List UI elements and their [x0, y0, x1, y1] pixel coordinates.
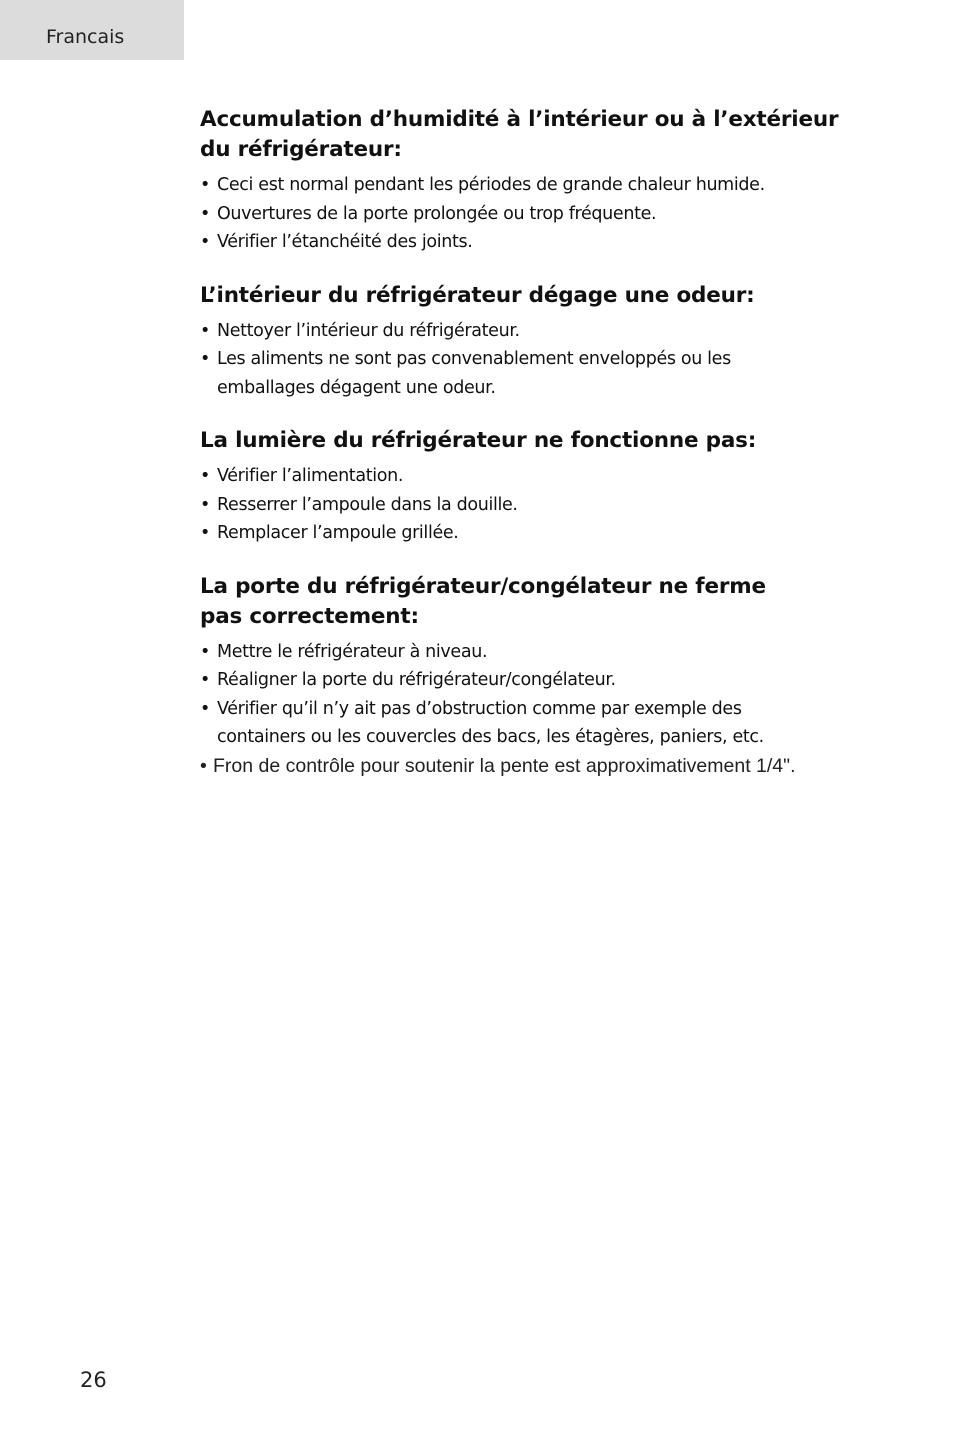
section-door — [200, 572, 900, 781]
bullet-list — [200, 462, 900, 548]
list-item: • Vérifier l’étanchéité des joints. — [200, 228, 900, 257]
section-heading: L’intérieur du réfrigérateur dégage une odeur: — [200, 282, 755, 308]
troubleshooting-content — [200, 105, 900, 804]
list-item: • Remplacer l’ampoule grillée. — [200, 519, 900, 548]
list-item: • Les aliments ne sont pas convenablement enveloppés ou les emballages dégagent une odeur. — [200, 345, 760, 402]
list-item: • Vérifier qu’il n’y ait pas d’obstruction comme par exemple des containers ou les couvercles des bacs, les étagères, paniers, etc. — [200, 695, 797, 752]
list-item: • Mettre le réfrigérateur à niveau. — [200, 638, 900, 667]
bullet-list — [200, 638, 900, 781]
list-item: • Nettoyer l’intérieur du réfrigérateur. — [200, 317, 760, 346]
section-odor — [200, 281, 900, 403]
page-number: 26 — [80, 1368, 107, 1392]
list-item: • Resserrer l’ampoule dans la douille. — [200, 491, 900, 520]
list-item: • Vérifier l’alimentation. — [200, 462, 900, 491]
bullet-list — [200, 171, 900, 257]
section-heading: La lumière du réfrigérateur ne fonctionne pas: — [200, 428, 757, 453]
section-heading: Accumulation d’humidité à l’intérieur ou à l’extérieur du réfrigérateur: — [200, 107, 839, 162]
list-item: • Réaligner la porte du réfrigérateur/congélateur. — [200, 666, 900, 695]
list-item: • Ouvertures de la porte prolongée ou trop fréquente. — [200, 200, 900, 229]
section-light — [200, 426, 900, 548]
section-humidity — [200, 105, 900, 257]
section-heading: La porte du réfrigérateur/congélateur ne ferme pas correctement: — [200, 573, 766, 629]
language-label: Francais — [46, 26, 125, 48]
bullet-list — [200, 317, 760, 403]
list-item-note: • Fron de contrôle pour soutenir la pente est approximativement 1/4". — [200, 752, 900, 781]
list-item: • Ceci est normal pendant les périodes de grande chaleur humide. — [200, 171, 900, 200]
language-tab — [0, 0, 184, 60]
